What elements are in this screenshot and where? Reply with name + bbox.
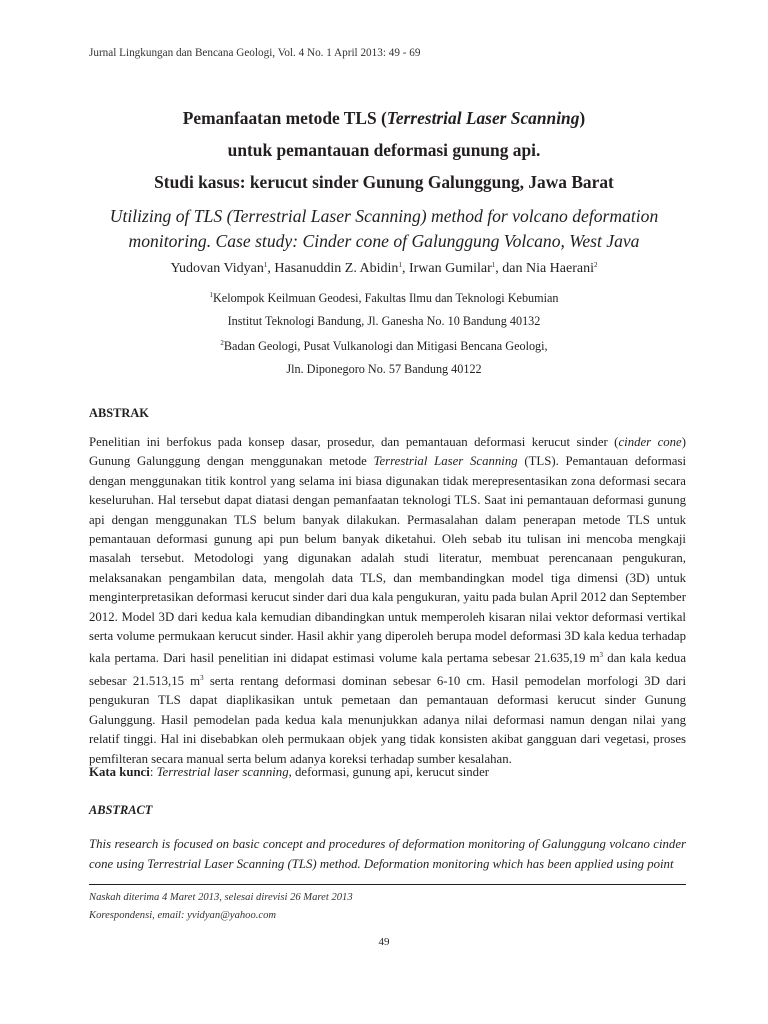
abstract-heading: ABSTRACT	[89, 803, 153, 817]
journal-header: Jurnal Lingkungan dan Bencana Geologi, Vol. 4 No. 1 April 2013: 49 - 69	[89, 47, 421, 59]
author-list	[0, 261, 768, 277]
affiliation-2-line2: Jln. Diponegoro No. 57 Bandung 40122	[286, 361, 482, 376]
footnote-received: Naskah diterima 4 Maret 2013, selesai direvisi 26 Maret 2013	[89, 892, 353, 903]
title-en-line2: monitoring. Case study: Cinder cone of Galunggung Volcano, West Java	[128, 231, 640, 251]
page-number: 49	[378, 936, 390, 948]
author: Nia Haerani$^2$	[525, 261, 598, 276]
title-id-line2: untuk pemantauan deformasi gunung api.	[227, 140, 541, 160]
title-id-line3: Studi kasus: kerucut sinder Gunung Galunggung, Jawa Barat	[154, 172, 614, 192]
footnote-divider	[89, 884, 686, 885]
title-indonesian	[0, 102, 768, 198]
author: Yudovan Vidyan$^1$,	[170, 261, 275, 276]
title-english	[0, 204, 768, 254]
keywords: Kata kunci: Terrestrial laser scanning, deformasi, gunung api, kerucut sinder	[89, 765, 490, 779]
title-id-line1: Pemanfaatan metode TLS (Terrestrial Laser Scanning)	[182, 108, 586, 128]
affiliations	[0, 284, 768, 380]
affiliation-2-line1: $^2$Badan Geologi, Pusat Vulkanologi dan Mitigasi Bencana Geologi,	[220, 339, 548, 353]
abstract-body: This research is focused on basic concept and procedures of deformation monitoring of Galunggung volcano cinder cone using Terrestrial Laser Scanning (TLS) method. Deformation monitoring which has been applied using point	[89, 837, 686, 871]
abstrak-body: Penelitian ini berfokus pada konsep dasar, prosedur, dan pemantauan deformasi kerucut sinder (cinder cone) Gunung Galunggung dengan menggunakan metode Terrestrial Laser Scanning (TLS). Pemantauan deformasi dengan menggunakan titik kontrol yang selama ini biasa digunakan tidak merepresentasikan zona deformasi secara keseluruhan. Hal tersebut dapat diatasi dengan pemanfaatan teknologi TLS. Saat ini pemantauan deformasi gunung api dengan menggunakan TLS belum banyak dilakukan. Permasalahan dalam penerapan metode TLS untuk pemantauan deformasi gunung api pun belum banyak diketahui. Oleh sebab itu tulisan ini mencoba mengkaji masalah tersebut. Metodologi yang digunakan adalah studi literatur, membuat perencanaan pengukuran, melaksanakan pengambilan data, mengolah data TLS, dan membandingkan model tiga dimensi (3D) untuk menginterpretasikan deformasi kerucut sinder dari dua kala pengukuran, yaitu pada bulan April 2012 dan September 2012. Model 3D dari kedua kala kemudian dibandingkan untuk memperoleh kisaran nilai vektor deformasi vertikal serta volume permukaan kerucut sinder. Hasil akhir yang diperoleh berupa model deformasi 3D kala kedua terhadap kala pertama. Dari hasil penelitian ini didapat estimasi volume kala pertama sebesar 21.635,19 $m^3$ dan kala kedua sebesar 21.513,15 $m^3$ serta rentang deformasi dominan sebesar 6-10 cm. Hasil pemodelan morfologi 3D dari pengukuran TLS dapat diaplikasikan untuk pemetaan dan pemantauan deformasi kerucut sinder Gunung Galunggung. Hasil pemodelan pada kedua kala menunjukkan adanya nilai deformasi namun dengan nilai yang relatif tinggi. Hal ini disebabkan oleh permukaan objek yang tidak konsisten akibat gangguan dari vegetasi, proses pemfilteran secara manual serta belum adanya koreksi terhadap sumber kesalahan.	[89, 435, 686, 766]
author: Irwan Gumilar$^1$, dan	[408, 261, 526, 276]
affiliation-1-line2: Institut Teknologi Bandung, Jl. Ganesha No. 10 Bandung 40132	[227, 313, 541, 328]
title-en-line1: Utilizing of TLS (Terrestrial Laser Scanning) method for volcano deformation	[109, 206, 659, 226]
author: Hasanuddin Z. Abidin$^1$,	[274, 261, 409, 276]
abstrak-heading: ABSTRAK	[89, 406, 149, 420]
footnote-correspondence: Korespondensi, email: yvidyan@yahoo.com	[89, 910, 277, 921]
affiliation-1-line1: $^1$Kelompok Keilmuan Geodesi, Fakultas Ilmu dan Teknologi Kebumian	[209, 291, 559, 305]
